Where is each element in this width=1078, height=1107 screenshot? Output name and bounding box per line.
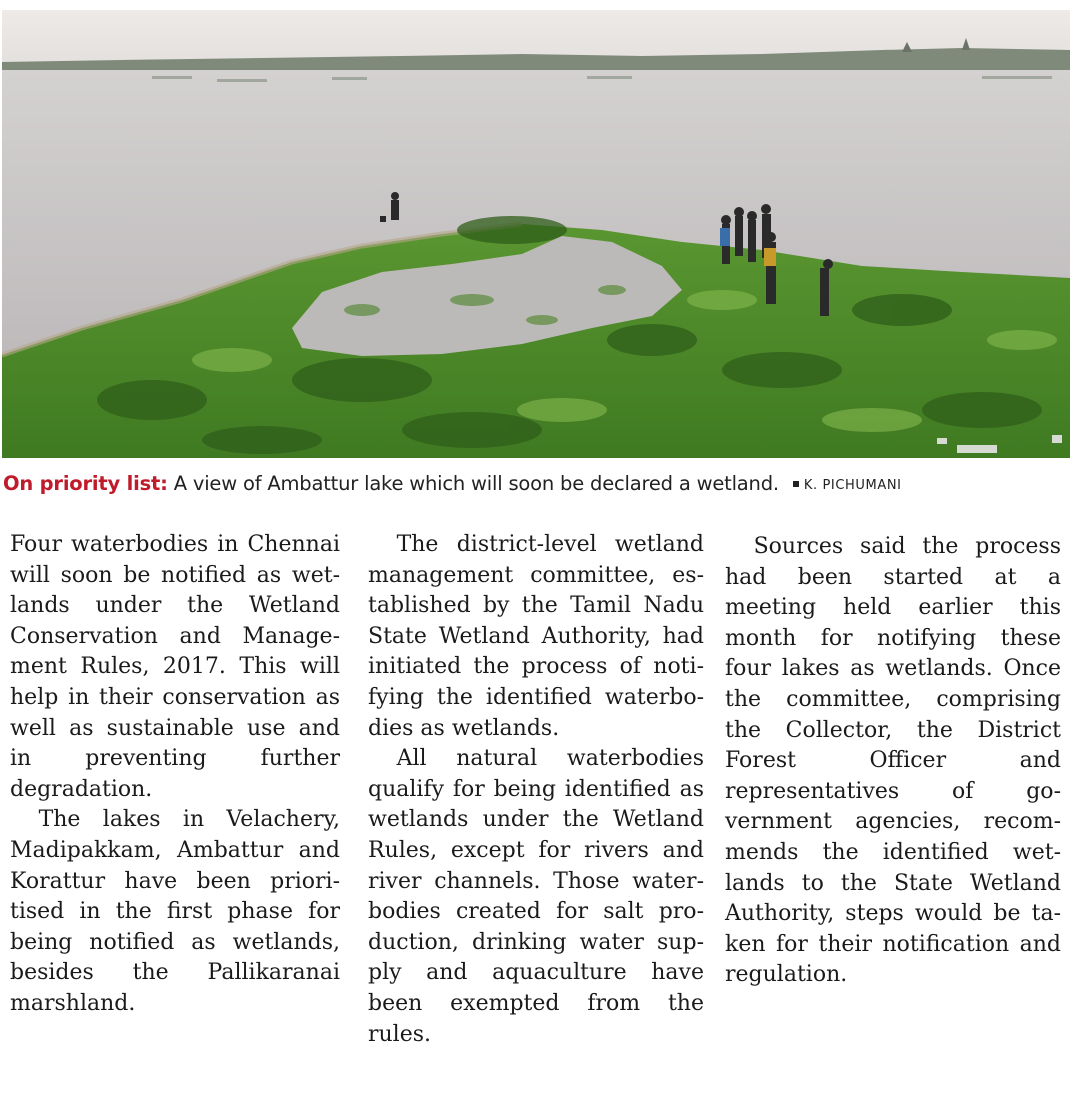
paragraph: Four waterbodies in Chennai will soon be notified as wetlands under the Wetland Conservation and Management Rules, 2017. This will help in their conservation as well as sustainable use and in preventing further degradation. [10, 532, 340, 802]
article-column-1 [10, 530, 340, 1020]
paragraph: All natural waterbodies qualify for being identified as wetlands under the Wetland Rules, except for rivers and river channels. Those waterbodies created for salt production, drinking water supply and aquaculture have been exempted from the rules. [368, 746, 704, 1047]
paragraph: Sources said the process had been started at a meeting held earlier this month for notifying these four lakes as wetlands. Once the committee, comprising the Collector, the District Forest Officer and representatives of government agencies, recommends the identified wetlands to the State Wetland Authority, steps would be taken for their notification and regulation. [725, 534, 1061, 988]
lake-illustration [2, 10, 1070, 458]
photo-credit [793, 478, 902, 493]
article-column-2 [368, 530, 704, 1050]
paragraph: The lakes in Velachery, Madipakkam, Ambattur and Korattur have been prioritised in the first phase for being notified as wetlands, besides the Pallikaranai marshland. [10, 807, 340, 1016]
photo-credit-name: K. PICHUMANI [803, 478, 902, 493]
photo-caption [3, 470, 1073, 501]
square-bullet-icon [793, 481, 799, 487]
news-photo [2, 10, 1070, 458]
article-column-3 [725, 532, 1061, 991]
caption-kicker: On priority list: [3, 472, 168, 495]
caption-text: A view of Ambattur lake which will soon be declared a wetland. [167, 472, 779, 495]
paragraph: The district-level wetland management committee, established by the Tamil Nadu State Wetland Authority, had initiated the process of notifying the identified waterbodies as wetlands. [368, 532, 704, 741]
